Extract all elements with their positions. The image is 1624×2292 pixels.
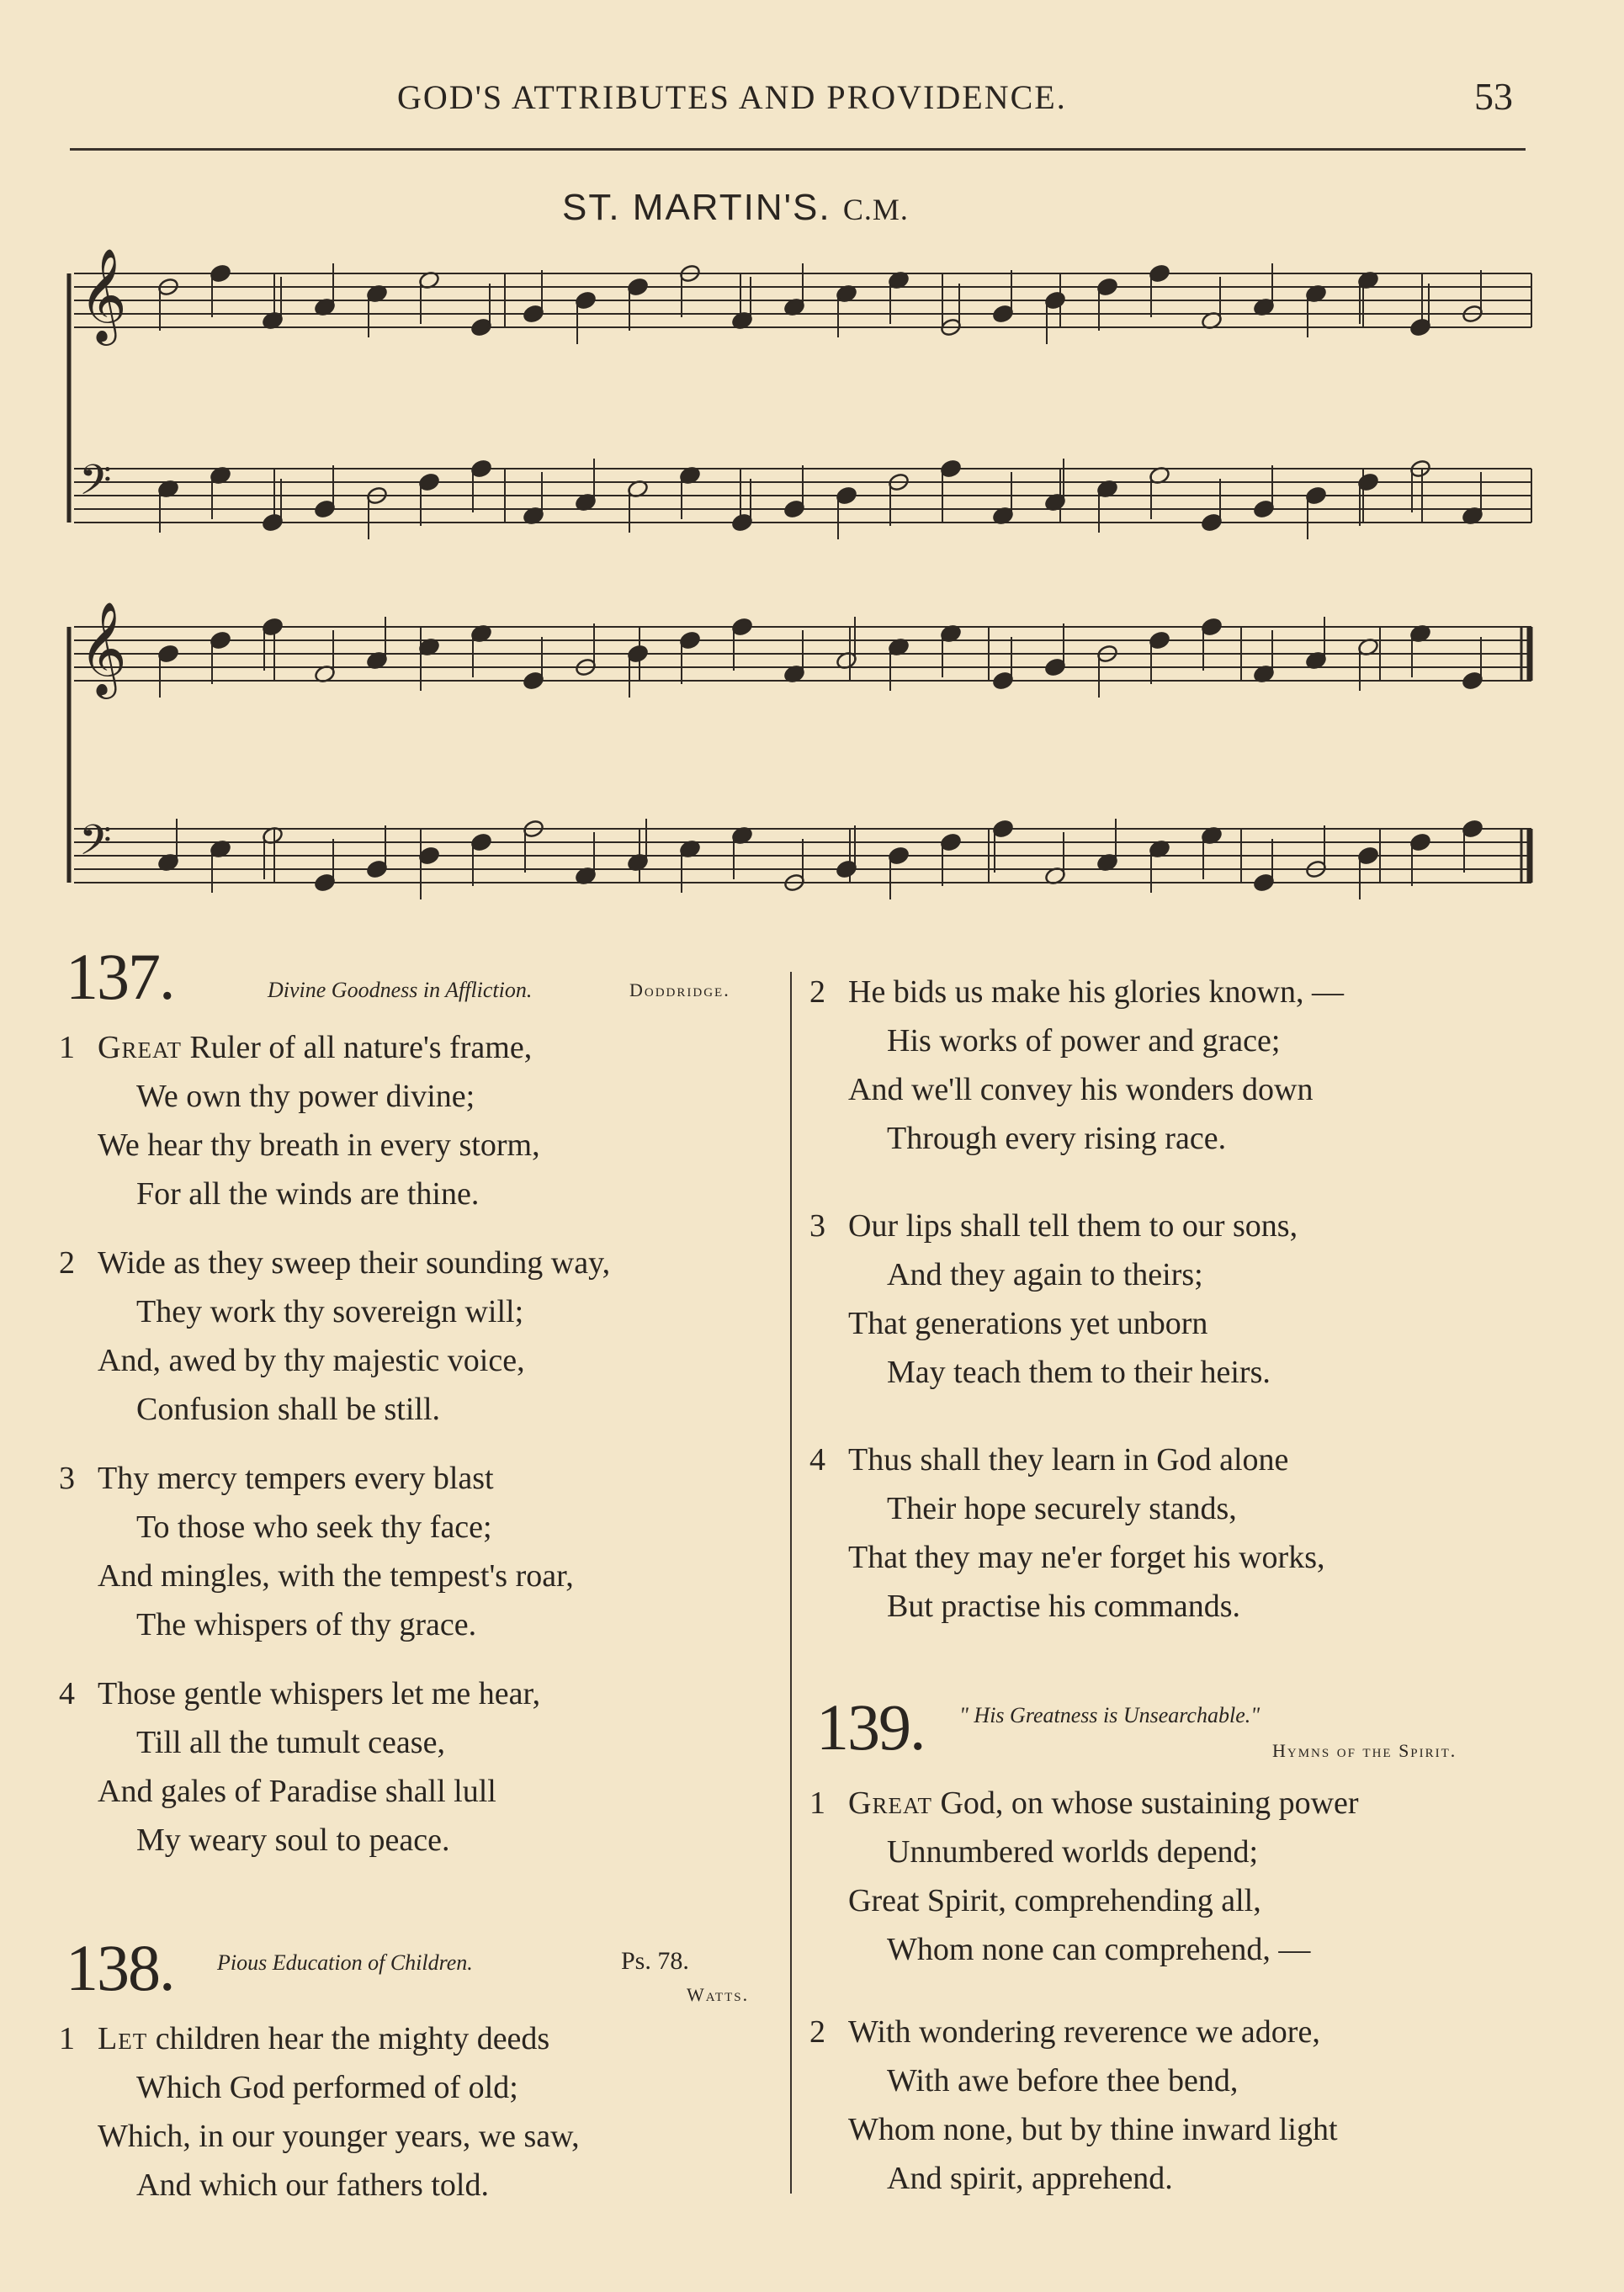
hymn-subtitle: " His Greatness is Unsearchable."	[959, 1703, 1260, 1727]
verse-number: 2	[809, 974, 825, 1010]
treble-clef-icon: 𝄞	[79, 601, 127, 695]
hymn-subtitle: Pious Education of Children.	[217, 1950, 473, 1975]
tune-meter: C.M.	[842, 193, 909, 226]
verse-number: 4	[59, 1676, 75, 1711]
verse-line: And spirit, apprehend.	[887, 2161, 1173, 2196]
verse-number: 4	[809, 1442, 825, 1478]
verse-first-line	[59, 1023, 540, 1072]
verse-line: The whispers of thy grace.	[136, 1607, 477, 1642]
column-divider	[790, 972, 792, 2194]
verse	[59, 1239, 610, 1434]
verse	[59, 1669, 540, 1865]
verse-line: With awe before thee bend,	[887, 2063, 1239, 2098]
verse-line: That they may ne'er forget his works,	[848, 1540, 1325, 1575]
verse-number: 1	[809, 1785, 825, 1821]
verse-line: And which our fathers told.	[136, 2167, 489, 2203]
verse-first-line	[809, 1435, 1325, 1484]
hymn-psalm: Ps. 78.	[621, 1947, 689, 1975]
hymn-number: 138.	[66, 1931, 174, 2004]
music-score	[0, 0, 1624, 959]
verse-line: Confusion shall be still.	[136, 1392, 440, 1427]
verse-first-line	[59, 2014, 580, 2063]
verse-first-rest: Thus shall they learn in God alone	[848, 1442, 1289, 1478]
verse-first-line	[59, 1669, 540, 1718]
hymn-number: 139.	[816, 1690, 925, 1764]
tune-name: ST. MARTIN'S.	[562, 187, 831, 228]
verse-first-rest: God, on whose sustaining power	[931, 1785, 1359, 1821]
treble-clef-icon: 𝄞	[79, 247, 127, 342]
verse-first-line	[809, 1202, 1298, 1250]
verse-number: 1	[59, 2021, 75, 2056]
verse-line: Which, in our younger years, we saw,	[98, 2119, 580, 2154]
hymn-subtitle: Divine Goodness in Affliction.	[268, 978, 533, 1002]
verse-line: Great Spirit, comprehending all,	[848, 1883, 1261, 1918]
verse-first-line	[809, 2008, 1338, 2056]
verse-line: His works of power and grace;	[887, 1023, 1281, 1058]
verse-line: And gales of Paradise shall lull	[98, 1774, 496, 1809]
verse-first-line	[59, 1454, 574, 1503]
verse	[59, 1454, 574, 1649]
verse	[809, 2008, 1338, 2203]
verse-line: Through every rising race.	[887, 1121, 1227, 1156]
verse-first-rest: Ruler of all nature's frame,	[181, 1030, 533, 1065]
verse-first-line	[809, 1779, 1359, 1828]
verse-line: Till all the tumult cease,	[136, 1725, 445, 1760]
verse-line: And we'll convey his wonders down	[848, 1072, 1314, 1107]
verse-line: Whom none, but by thine inward light	[848, 2112, 1338, 2147]
verse-first-rest: Wide as they sweep their sounding way,	[98, 1245, 611, 1281]
verse-line: For all the winds are thine.	[136, 1176, 480, 1212]
verse-number: 3	[809, 1208, 825, 1244]
verse-number: 3	[59, 1461, 75, 1496]
verse-first-rest: With wondering reverence we adore,	[848, 2014, 1320, 2050]
verse-first-line	[809, 968, 1344, 1016]
verse-number: 2	[59, 1245, 75, 1281]
verse	[809, 1202, 1298, 1397]
verse-line: Unnumbered worlds depend;	[887, 1834, 1259, 1870]
verse-line: But practise his commands.	[887, 1589, 1241, 1624]
verse	[809, 1779, 1359, 1974]
verse-line: And, awed by thy majestic voice,	[98, 1343, 525, 1378]
bass-clef-icon: 𝄢	[79, 456, 112, 515]
page-number: 53	[1474, 75, 1513, 118]
hymn-author: Watts.	[687, 1984, 750, 2005]
verse-line: To those who seek thy face;	[136, 1509, 492, 1545]
verse-line: May teach them to their heirs.	[887, 1355, 1271, 1390]
verse-line: They work thy sovereign will;	[136, 1294, 524, 1329]
verse-line: We own thy power divine;	[136, 1079, 475, 1114]
hymn-author: Doddridge.	[629, 979, 730, 1000]
verse-first-rest: children hear the mighty deeds	[147, 2021, 550, 2056]
verse-line: And they again to theirs;	[887, 1257, 1203, 1292]
verse-first-word: Great	[848, 1785, 932, 1821]
verse-line: My weary soul to peace.	[136, 1822, 450, 1858]
verse-line: That generations yet unborn	[848, 1306, 1208, 1341]
verse-first-word: Let	[98, 2021, 148, 2056]
verse-number: 1	[59, 1030, 75, 1065]
verse	[809, 1435, 1325, 1631]
verse-line: And mingles, with the tempest's roar,	[98, 1558, 574, 1594]
verse	[59, 1023, 540, 1218]
verse	[809, 968, 1344, 1163]
verse-first-rest: Our lips shall tell them to our sons,	[848, 1208, 1298, 1244]
verse-line: Which God performed of old;	[136, 2070, 518, 2105]
hymn-author: Hymns of the Spirit.	[1272, 1740, 1457, 1761]
verse-first-line	[59, 1239, 610, 1287]
verse-first-rest: Those gentle whispers let me hear,	[98, 1676, 541, 1711]
verse-number: 2	[809, 2014, 825, 2050]
bass-clef-icon: 𝄢	[79, 816, 112, 875]
verse-first-rest: He bids us make his glories known, —	[848, 974, 1344, 1010]
running-title: GOD'S ATTRIBUTES AND PROVIDENCE.	[397, 78, 1067, 116]
verse-line: Their hope securely stands,	[887, 1491, 1237, 1526]
verse-first-rest: Thy mercy tempers every blast	[98, 1461, 494, 1496]
verse-first-word: Great	[98, 1030, 182, 1065]
verse	[59, 2014, 580, 2210]
hymn-number: 137.	[66, 940, 174, 1013]
verse-line: We hear thy breath in every storm,	[98, 1127, 540, 1163]
verse-line: Whom none can comprehend, —	[887, 1932, 1311, 1967]
